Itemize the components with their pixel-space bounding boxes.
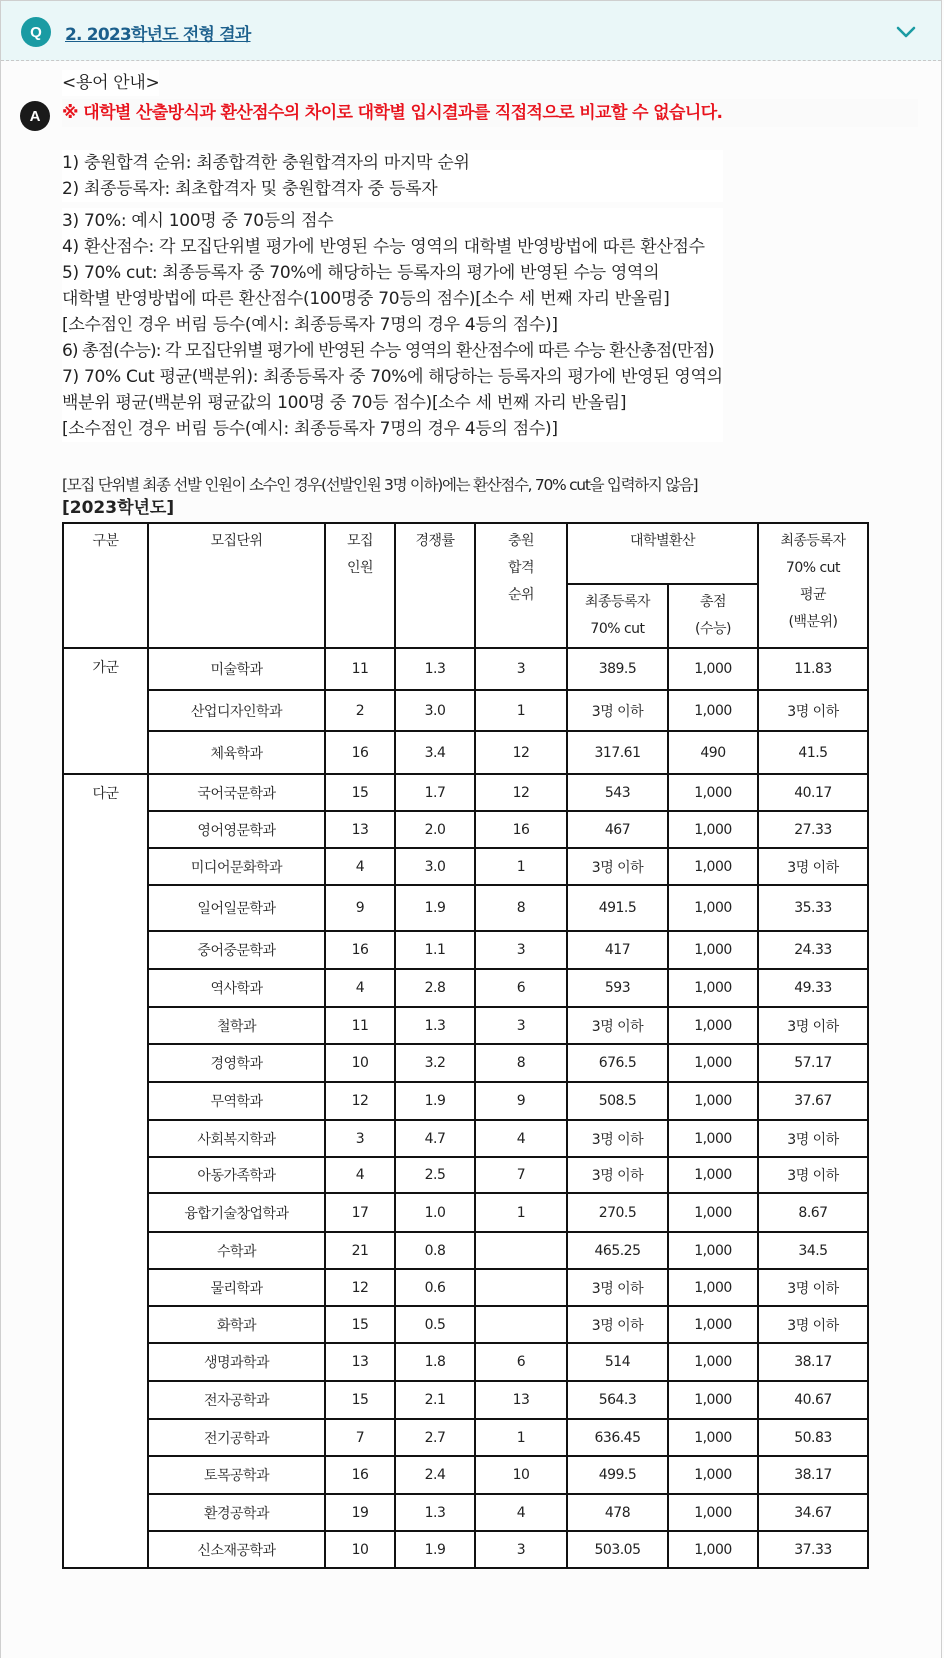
total-score-cell: 1,000 xyxy=(668,1381,758,1419)
competition-cell: 2.5 xyxy=(395,1157,475,1193)
header-conversion: 대학별환산 xyxy=(567,523,758,584)
competition-cell: 1.1 xyxy=(395,931,475,969)
table-row xyxy=(63,931,868,969)
table-row xyxy=(63,774,868,811)
group-cell: 다군 xyxy=(63,774,148,1568)
competition-cell: 1.3 xyxy=(395,1007,475,1044)
waitlist-rank-cell: 9 xyxy=(475,1082,567,1120)
terms-heading: <용어 안내> xyxy=(62,70,159,96)
percentile-cell: 35.33 xyxy=(758,885,868,931)
admission-results-table xyxy=(62,522,869,1569)
unit-cell: 산업디자인학과 xyxy=(148,690,325,731)
quota-cell: 13 xyxy=(325,1343,395,1381)
quota-cell: 7 xyxy=(325,1419,395,1456)
unit-cell: 아동가족학과 xyxy=(148,1157,325,1193)
waitlist-rank-cell: 12 xyxy=(475,731,567,774)
competition-cell: 1.9 xyxy=(395,885,475,931)
waitlist-rank-cell: 4 xyxy=(475,1494,567,1531)
cut-score-cell: 317.61 xyxy=(567,731,668,774)
total-score-cell: 1,000 xyxy=(668,1044,758,1082)
total-score-cell: 1,000 xyxy=(668,1082,758,1120)
definition-line: 2) 최종등록자: 최초합격자 및 충원합격자 중 등록자 xyxy=(62,176,723,202)
answer-badge: A xyxy=(20,101,50,131)
table-row xyxy=(63,969,868,1007)
competition-cell: 2.0 xyxy=(395,811,475,848)
waitlist-rank-cell: 4 xyxy=(475,1120,567,1157)
unit-cell: 역사학과 xyxy=(148,969,325,1007)
percentile-cell: 3명 이하 xyxy=(758,1306,868,1343)
percentile-cell: 34.5 xyxy=(758,1232,868,1269)
header-division: 구분 xyxy=(63,523,148,648)
cut-score-cell: 3명 이하 xyxy=(567,1157,668,1193)
cut-score-cell: 593 xyxy=(567,969,668,1007)
quota-cell: 4 xyxy=(325,1157,395,1193)
table-row xyxy=(63,1531,868,1568)
quota-cell: 3 xyxy=(325,1120,395,1157)
cut-score-cell: 676.5 xyxy=(567,1044,668,1082)
quota-cell: 9 xyxy=(325,885,395,931)
cut-score-cell: 270.5 xyxy=(567,1193,668,1232)
table-row xyxy=(63,811,868,848)
waitlist-rank-cell: 7 xyxy=(475,1157,567,1193)
table-row xyxy=(63,1269,868,1306)
competition-cell: 2.4 xyxy=(395,1456,475,1494)
competition-cell: 3.2 xyxy=(395,1044,475,1082)
cut-score-cell: 3명 이하 xyxy=(567,848,668,885)
cut-score-cell: 3명 이하 xyxy=(567,1007,668,1044)
unit-cell: 토목공학과 xyxy=(148,1456,325,1494)
header-cut: 최종등록자 70% cut xyxy=(567,584,668,648)
cut-score-cell: 491.5 xyxy=(567,885,668,931)
cut-score-cell: 564.3 xyxy=(567,1381,668,1419)
header-total: 총점 (수능) xyxy=(668,584,758,648)
cut-score-cell: 389.5 xyxy=(567,648,668,690)
waitlist-rank-cell: 1 xyxy=(475,848,567,885)
header-competition: 경쟁률 xyxy=(395,523,475,648)
percentile-cell: 3명 이하 xyxy=(758,1157,868,1193)
competition-cell: 3.0 xyxy=(395,848,475,885)
competition-cell: 0.8 xyxy=(395,1232,475,1269)
percentile-cell: 37.33 xyxy=(758,1531,868,1568)
total-score-cell: 1,000 xyxy=(668,1193,758,1232)
total-score-cell: 1,000 xyxy=(668,1306,758,1343)
cut-score-cell: 508.5 xyxy=(567,1082,668,1120)
header-percentile: 최종등록자 70% cut 평균 (백분위) xyxy=(758,523,868,648)
percentile-cell: 11.83 xyxy=(758,648,868,690)
cut-score-cell: 3명 이하 xyxy=(567,1306,668,1343)
competition-cell: 3.0 xyxy=(395,690,475,731)
faq-question-title[interactable]: 2. 2023학년도 전형 결과 xyxy=(65,25,251,45)
competition-cell: 2.1 xyxy=(395,1381,475,1419)
competition-cell: 1.9 xyxy=(395,1531,475,1568)
unit-cell: 무역학과 xyxy=(148,1082,325,1120)
unit-cell: 물리학과 xyxy=(148,1269,325,1306)
waitlist-rank-cell: 3 xyxy=(475,1007,567,1044)
unit-cell: 체육학과 xyxy=(148,731,325,774)
total-score-cell: 1,000 xyxy=(668,1419,758,1456)
definition-line: 5) 70% cut: 최종등록자 중 70%에 해당하는 등록자의 평가에 반영된 수능 영역의 xyxy=(62,260,723,286)
percentile-cell: 34.67 xyxy=(758,1494,868,1531)
cut-score-cell: 3명 이하 xyxy=(567,1269,668,1306)
table-row xyxy=(63,1494,868,1531)
percentile-cell: 3명 이하 xyxy=(758,1007,868,1044)
competition-cell: 1.9 xyxy=(395,1082,475,1120)
unit-cell: 화학과 xyxy=(148,1306,325,1343)
percentile-cell: 3명 이하 xyxy=(758,1269,868,1306)
definition-line: [소수점인 경우 버림 등수(예시: 최종등록자 7명의 경우 4등의 점수)] xyxy=(62,416,723,442)
table-row xyxy=(63,1456,868,1494)
unit-cell: 환경공학과 xyxy=(148,1494,325,1531)
quota-cell: 11 xyxy=(325,1007,395,1044)
total-score-cell: 1,000 xyxy=(668,690,758,731)
percentile-cell: 41.5 xyxy=(758,731,868,774)
waitlist-rank-cell: 3 xyxy=(475,648,567,690)
total-score-cell: 1,000 xyxy=(668,1232,758,1269)
competition-cell: 0.5 xyxy=(395,1306,475,1343)
question-badge: Q xyxy=(21,17,51,47)
table-row xyxy=(63,1120,868,1157)
competition-cell: 1.7 xyxy=(395,774,475,811)
competition-cell: 2.8 xyxy=(395,969,475,1007)
percentile-cell: 49.33 xyxy=(758,969,868,1007)
total-score-cell: 490 xyxy=(668,731,758,774)
waitlist-rank-cell: 8 xyxy=(475,885,567,931)
quota-cell: 17 xyxy=(325,1193,395,1232)
unit-cell: 신소재공학과 xyxy=(148,1531,325,1568)
total-score-cell: 1,000 xyxy=(668,811,758,848)
total-score-cell: 1,000 xyxy=(668,774,758,811)
table-row xyxy=(63,1343,868,1381)
quota-cell: 10 xyxy=(325,1531,395,1568)
waitlist-rank-cell: 10 xyxy=(475,1456,567,1494)
competition-cell: 4.7 xyxy=(395,1120,475,1157)
total-score-cell: 1,000 xyxy=(668,1007,758,1044)
cut-score-cell: 503.05 xyxy=(567,1531,668,1568)
unit-cell: 미술학과 xyxy=(148,648,325,690)
quota-cell: 15 xyxy=(325,774,395,811)
unit-cell: 영어영문학과 xyxy=(148,811,325,848)
unit-cell: 사회복지학과 xyxy=(148,1120,325,1157)
waitlist-rank-cell: 16 xyxy=(475,811,567,848)
total-score-cell: 1,000 xyxy=(668,931,758,969)
chevron-down-icon[interactable] xyxy=(895,21,917,43)
cut-score-cell: 543 xyxy=(567,774,668,811)
total-score-cell: 1,000 xyxy=(668,848,758,885)
percentile-cell: 27.33 xyxy=(758,811,868,848)
definition-line: 대학별 반영방법에 따른 환산점수(100명중 70등의 점수)[소수 세 번째 자리 반올림] xyxy=(62,286,723,312)
total-score-cell: 1,000 xyxy=(668,885,758,931)
quota-cell: 11 xyxy=(325,648,395,690)
total-score-cell: 1,000 xyxy=(668,1531,758,1568)
percentile-cell: 38.17 xyxy=(758,1343,868,1381)
definition-line: [소수점인 경우 버림 등수(예시: 최종등록자 7명의 경우 4등의 점수)] xyxy=(62,312,723,338)
cut-score-cell: 467 xyxy=(567,811,668,848)
waitlist-rank-cell: 6 xyxy=(475,1343,567,1381)
warning-notice: ※ 대학별 산출방식과 환산점수의 차이로 대학별 입시결과를 직접적으로 비교할 수 없습니다. xyxy=(62,99,918,127)
quota-cell: 15 xyxy=(325,1381,395,1419)
total-score-cell: 1,000 xyxy=(668,1269,758,1306)
waitlist-rank-cell: 6 xyxy=(475,969,567,1007)
quota-cell: 12 xyxy=(325,1269,395,1306)
competition-cell: 1.0 xyxy=(395,1193,475,1232)
waitlist-rank-cell: 1 xyxy=(475,690,567,731)
waitlist-rank-cell xyxy=(475,1306,567,1343)
unit-cell: 철학과 xyxy=(148,1007,325,1044)
percentile-cell: 3명 이하 xyxy=(758,690,868,731)
cut-score-cell: 3명 이하 xyxy=(567,1120,668,1157)
input-note: [모집 단위별 최종 선발 인원이 소수인 경우(선발인원 3명 이하)에는 환산점수, 70% cut을 입력하지 않음] xyxy=(62,476,698,494)
quota-cell: 13 xyxy=(325,811,395,848)
quota-cell: 16 xyxy=(325,731,395,774)
header-quota: 모집 인원 xyxy=(325,523,395,648)
quota-cell: 16 xyxy=(325,1456,395,1494)
definition-line: 4) 환산점수: 각 모집단위별 평가에 반영된 수능 영역의 대학별 반영방법에 따른 환산점수 xyxy=(62,234,723,260)
waitlist-rank-cell: 1 xyxy=(475,1419,567,1456)
table-row xyxy=(63,885,868,931)
table-row xyxy=(63,1419,868,1456)
quota-cell: 10 xyxy=(325,1044,395,1082)
total-score-cell: 1,000 xyxy=(668,1494,758,1531)
header-waitlist-rank: 충원 합격 순위 xyxy=(475,523,567,648)
waitlist-rank-cell: 8 xyxy=(475,1044,567,1082)
unit-cell: 일어일문학과 xyxy=(148,885,325,931)
unit-cell: 융합기술창업학과 xyxy=(148,1193,325,1232)
waitlist-rank-cell: 13 xyxy=(475,1381,567,1419)
quota-cell: 4 xyxy=(325,848,395,885)
quota-cell: 4 xyxy=(325,969,395,1007)
quota-cell: 2 xyxy=(325,690,395,731)
table-row xyxy=(63,1232,868,1269)
waitlist-rank-cell: 12 xyxy=(475,774,567,811)
cut-score-cell: 478 xyxy=(567,1494,668,1531)
percentile-cell: 8.67 xyxy=(758,1193,868,1232)
waitlist-rank-cell: 1 xyxy=(475,1193,567,1232)
competition-cell: 2.7 xyxy=(395,1419,475,1456)
definition-line: 7) 70% Cut 평균(백분위): 최종등록자 중 70%에 해당하는 등록자의 평가에 반영된 영역의 xyxy=(62,364,723,390)
table-row xyxy=(63,1082,868,1120)
quota-cell: 16 xyxy=(325,931,395,969)
cut-score-cell: 499.5 xyxy=(567,1456,668,1494)
waitlist-rank-cell: 3 xyxy=(475,1531,567,1568)
table-row xyxy=(63,1381,868,1419)
total-score-cell: 1,000 xyxy=(668,1456,758,1494)
competition-cell: 1.3 xyxy=(395,648,475,690)
unit-cell: 생명과학과 xyxy=(148,1343,325,1381)
year-heading: [2023학년도] xyxy=(62,498,175,518)
cut-score-cell: 3명 이하 xyxy=(567,690,668,731)
unit-cell: 경영학과 xyxy=(148,1044,325,1082)
total-score-cell: 1,000 xyxy=(668,1157,758,1193)
cut-score-cell: 636.45 xyxy=(567,1419,668,1456)
percentile-cell: 24.33 xyxy=(758,931,868,969)
competition-cell: 0.6 xyxy=(395,1269,475,1306)
table-row xyxy=(63,731,868,774)
percentile-cell: 40.17 xyxy=(758,774,868,811)
quota-cell: 12 xyxy=(325,1082,395,1120)
header-unit: 모집단위 xyxy=(148,523,325,648)
table-row xyxy=(63,1007,868,1044)
table-row xyxy=(63,848,868,885)
table-row xyxy=(63,1193,868,1232)
percentile-cell: 38.17 xyxy=(758,1456,868,1494)
unit-cell: 전자공학과 xyxy=(148,1381,325,1419)
cut-score-cell: 417 xyxy=(567,931,668,969)
cut-score-cell: 514 xyxy=(567,1343,668,1381)
quota-cell: 15 xyxy=(325,1306,395,1343)
percentile-cell: 57.17 xyxy=(758,1044,868,1082)
definition-line: 1) 충원합격 순위: 최종합격한 충원합격자의 마지막 순위 xyxy=(62,150,723,176)
quota-cell: 21 xyxy=(325,1232,395,1269)
quota-cell: 19 xyxy=(325,1494,395,1531)
unit-cell: 전기공학과 xyxy=(148,1419,325,1456)
definition-line: 3) 70%: 예시 100명 중 70등의 점수 xyxy=(62,208,723,234)
unit-cell: 국어국문학과 xyxy=(148,774,325,811)
table-row xyxy=(63,1044,868,1082)
competition-cell: 1.3 xyxy=(395,1494,475,1531)
table-row xyxy=(63,648,868,690)
group-cell: 가군 xyxy=(63,648,148,774)
table-row xyxy=(63,690,868,731)
definition-line: 6) 총점(수능): 각 모집단위별 평가에 반영된 수능 영역의 환산점수에 따른 수능 환산총점(만점) xyxy=(62,338,723,364)
waitlist-rank-cell xyxy=(475,1269,567,1306)
percentile-cell: 40.67 xyxy=(758,1381,868,1419)
percentile-cell: 3명 이하 xyxy=(758,1120,868,1157)
total-score-cell: 1,000 xyxy=(668,1120,758,1157)
total-score-cell: 1,000 xyxy=(668,969,758,1007)
percentile-cell: 3명 이하 xyxy=(758,848,868,885)
unit-cell: 수학과 xyxy=(148,1232,325,1269)
total-score-cell: 1,000 xyxy=(668,1343,758,1381)
unit-cell: 미디어문화학과 xyxy=(148,848,325,885)
table-row xyxy=(63,1306,868,1343)
waitlist-rank-cell xyxy=(475,1232,567,1269)
competition-cell: 3.4 xyxy=(395,731,475,774)
table-row xyxy=(63,1157,868,1193)
total-score-cell: 1,000 xyxy=(668,648,758,690)
waitlist-rank-cell: 3 xyxy=(475,931,567,969)
cut-score-cell: 465.25 xyxy=(567,1232,668,1269)
percentile-cell: 50.83 xyxy=(758,1419,868,1456)
percentile-cell: 37.67 xyxy=(758,1082,868,1120)
term-definitions xyxy=(62,150,723,442)
faq-question-header[interactable] xyxy=(1,1,941,61)
definition-line: 백분위 평균(백분위 평균값의 100명 중 70등 점수)[소수 세 번째 자리 반올림] xyxy=(62,390,723,416)
competition-cell: 1.8 xyxy=(395,1343,475,1381)
unit-cell: 중어중문학과 xyxy=(148,931,325,969)
